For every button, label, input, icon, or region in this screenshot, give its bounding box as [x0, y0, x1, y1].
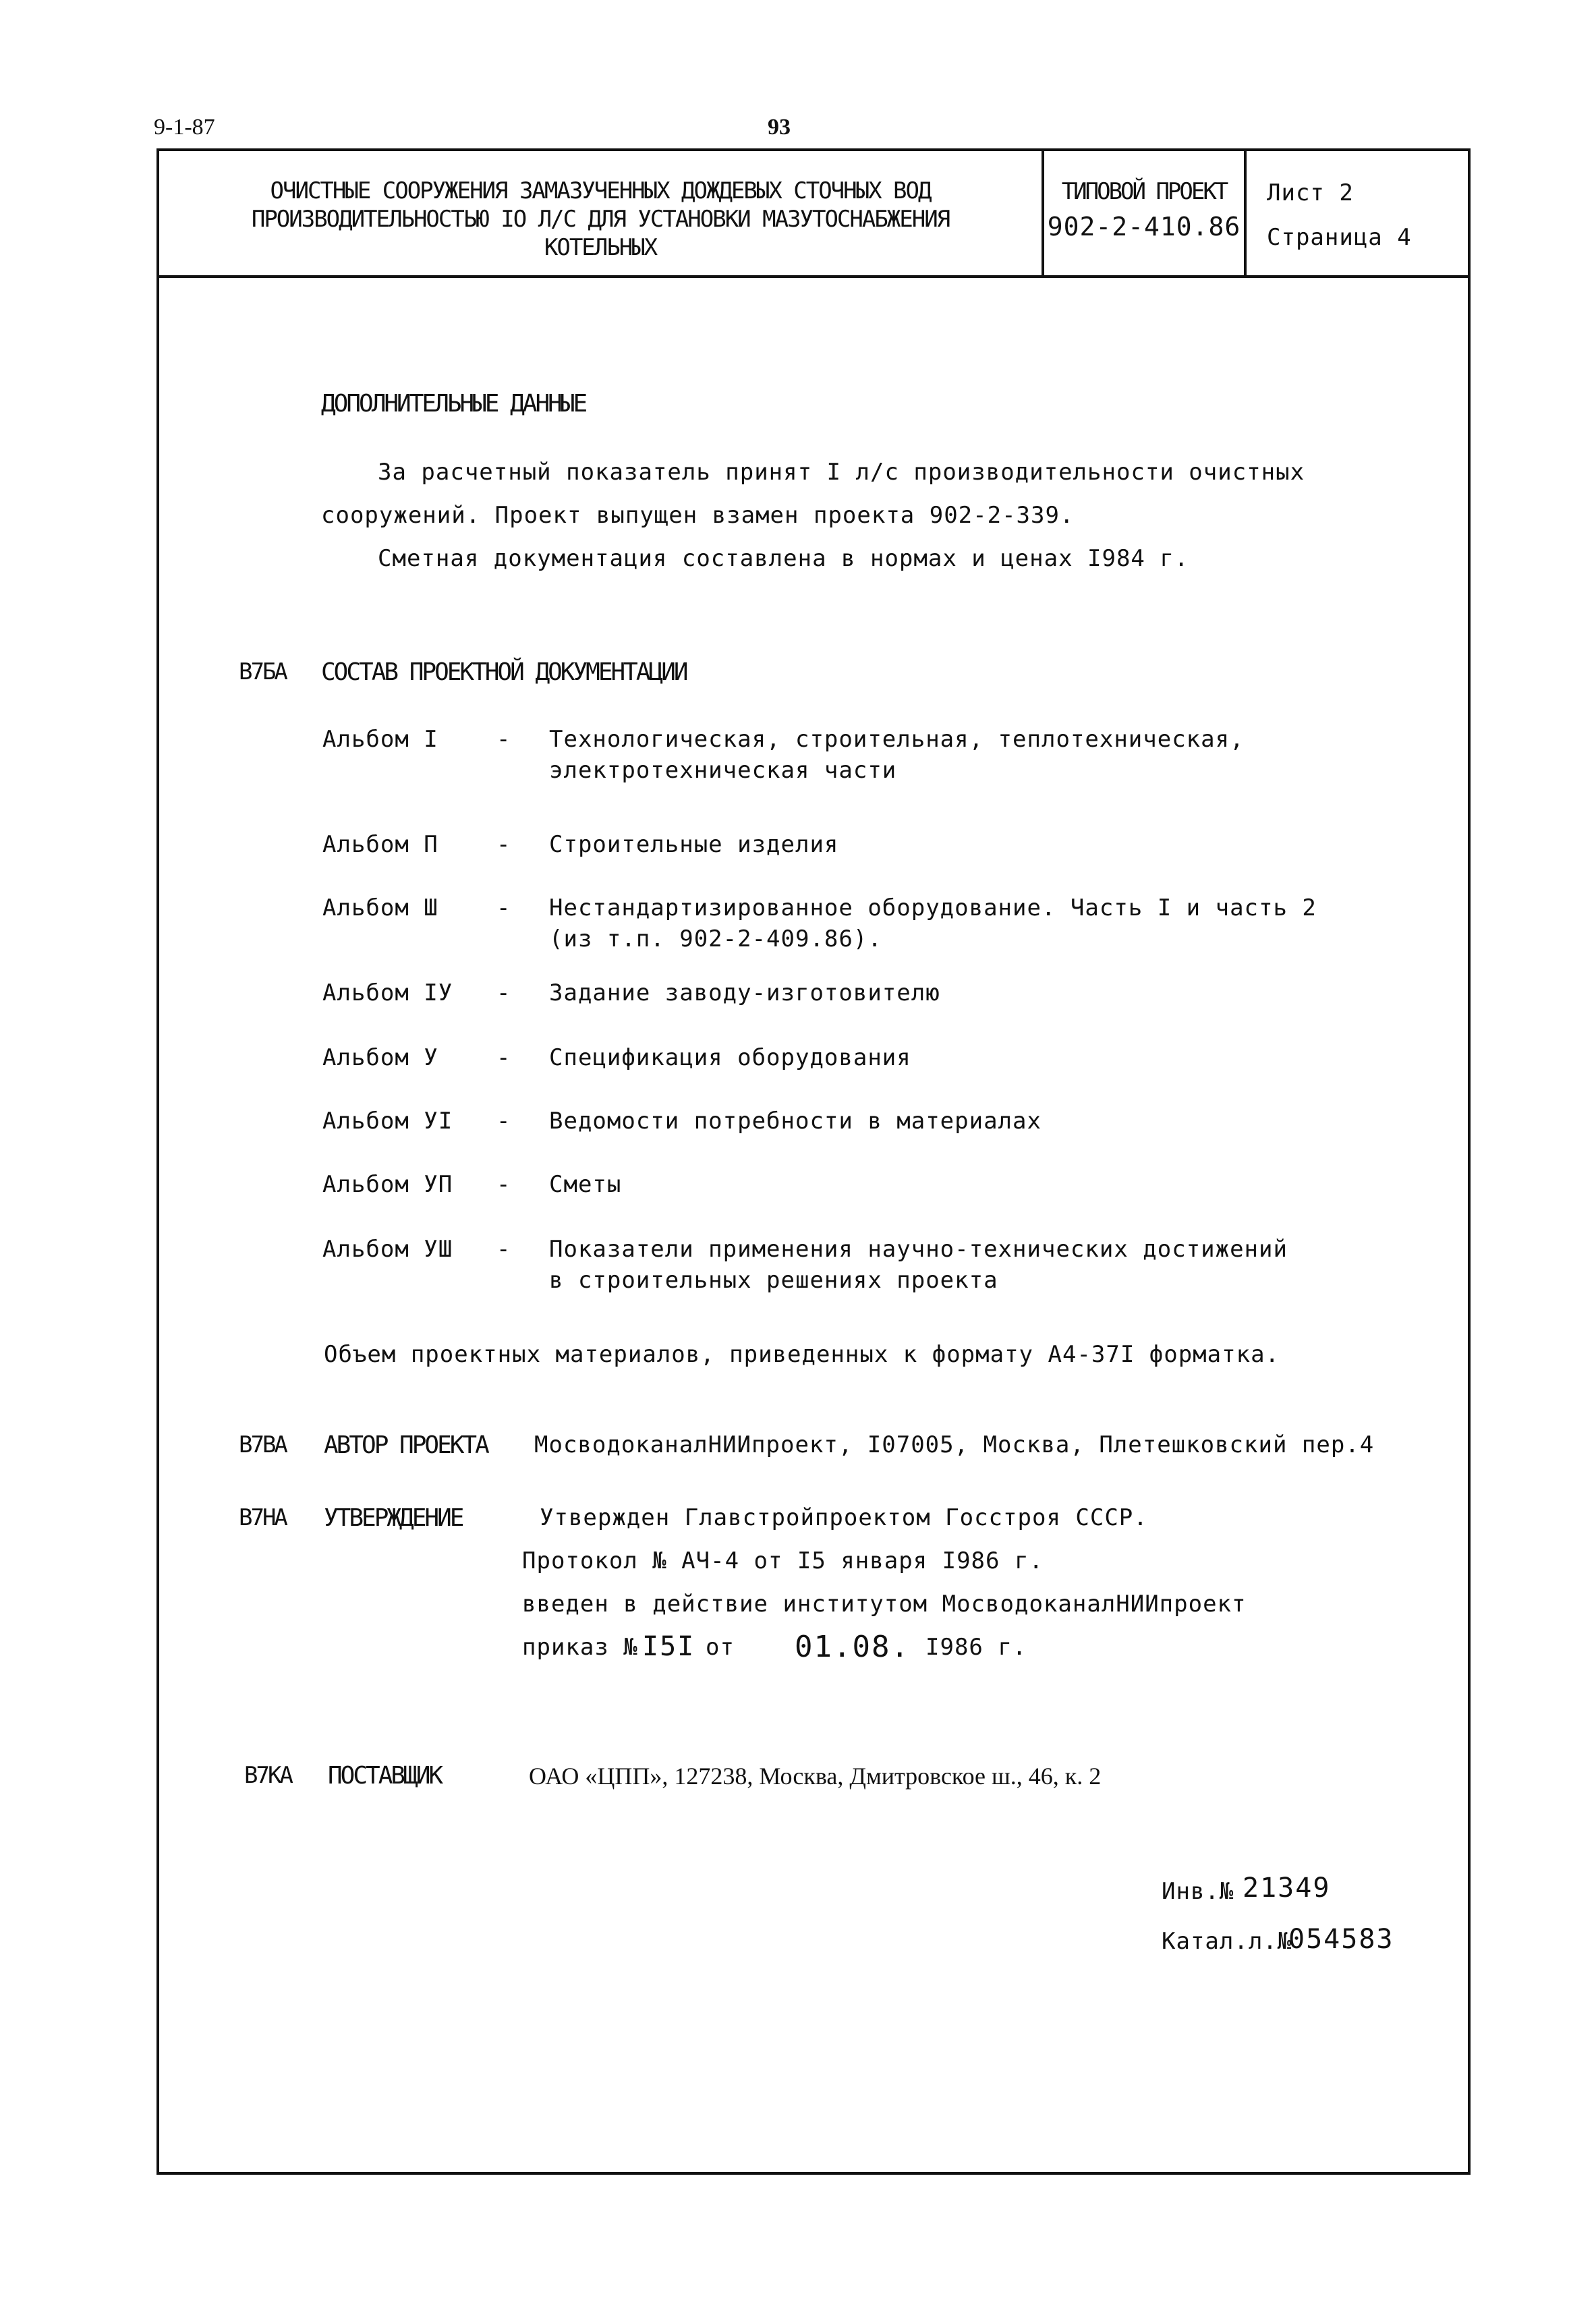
album-description-line: электротехническая части [549, 757, 897, 784]
approval-order-from: от [706, 1634, 735, 1661]
document-code: 9-1-87 [154, 115, 215, 140]
approval-order-year: I986 г. [925, 1634, 1027, 1661]
additional-para1-line1: За расчетный показатель принят I л/с производительности очистных [378, 459, 1305, 486]
album-dash: - [496, 1171, 511, 1198]
album-description-line: Задание заводу-изготовителю [549, 979, 940, 1006]
header-divider [156, 275, 1471, 278]
album-dash: - [496, 831, 511, 858]
header-title-line-3: КОТЕЛЬНЫХ [544, 234, 657, 261]
additional-heading: ДОПОЛНИТЕЛЬНЫЕ ДАННЫЕ [321, 390, 586, 418]
album-label: Альбом УI [322, 1108, 453, 1135]
composition-code: В7БА [239, 658, 286, 685]
supplier-text: ОАО «ЦПП», 127238, Москва, Дмитровское ш., 46, к. 2 [529, 1763, 1102, 1790]
additional-para2: Сметная документация составлена в нормах и ценах I984 г. [378, 545, 1189, 572]
page-frame [156, 148, 1471, 2175]
album-label: Альбом I [322, 726, 438, 753]
header-col-divider-2 [1244, 148, 1247, 277]
approval-order-label: приказ № [522, 1634, 638, 1661]
inventory-number: 21349 [1243, 1873, 1331, 1904]
page-label: Страница 4 [1267, 224, 1412, 251]
album-dash: - [496, 726, 511, 753]
album-description-line: (из т.п. 902-2-409.86). [549, 925, 882, 952]
page-number: 93 [768, 115, 791, 140]
header-title-line-2: ПРОИЗВОДИТЕЛЬНОСТЬЮ IO Л/С ДЛЯ УСТАНОВКИ МАЗУТОСНАБЖЕНИЯ [251, 206, 950, 233]
album-label: Альбом IУ [322, 979, 453, 1006]
album-label: Альбом УП [322, 1171, 453, 1198]
catalog-label: Катал.л.№ [1162, 1928, 1292, 1955]
author-text: МосводоканалНИИпроект, I07005, Москва, Плетешковский пер.4 [534, 1431, 1375, 1458]
header-title-line-1: ОЧИСТНЫЕ СООРУЖЕНИЯ ЗАМАЗУЧЕННЫХ ДОЖДЕВЫХ СТОЧНЫХ ВОД [270, 177, 931, 204]
author-heading: АВТОР ПРОЕКТА [324, 1431, 488, 1459]
approval-line-3: введен в действие институтом МосводоканалНИИпроект [522, 1591, 1247, 1618]
album-dash: - [496, 979, 511, 1006]
album-label: Альбом У [322, 1044, 438, 1071]
supplier-heading: ПОСТАВЩИК [328, 1762, 442, 1790]
album-dash: - [496, 1108, 511, 1135]
album-description-line: Спецификация оборудования [549, 1044, 911, 1071]
catalog-number: 054583 [1288, 1924, 1394, 1955]
album-description-line: Нестандартизированное оборудование. Часть I и часть 2 [549, 894, 1317, 921]
album-description-line: Ведомости потребности в материалах [549, 1108, 1042, 1135]
supplier-code: В7КА [244, 1762, 291, 1789]
album-description-line: Показатели применения научно-технических достижений [549, 1236, 1288, 1263]
album-description-line: в строительных решениях проекта [549, 1267, 998, 1294]
approval-order-date: 01.08. [795, 1630, 910, 1664]
sheet-label: Лист 2 [1267, 179, 1354, 206]
approval-line-2: Протокол № АЧ-4 от I5 января I986 г. [522, 1547, 1044, 1574]
inventory-label: Инв.№ [1162, 1878, 1234, 1905]
header-title [169, 177, 1032, 262]
album-dash: - [496, 1044, 511, 1071]
album-label: Альбом УШ [322, 1236, 453, 1263]
volume-note: Объем проектных материалов, приведенных к формату А4-37I форматка. [324, 1341, 1280, 1368]
approval-order-number: I5I [642, 1631, 695, 1662]
album-description-line: Строительные изделия [549, 831, 839, 858]
approval-line-1: Утвержден Главстройпроектом Госстроя СССР. [540, 1504, 1148, 1531]
project-number: 902-2-410.86 [1047, 212, 1241, 241]
album-description-line: Сметы [549, 1171, 622, 1198]
album-description-line: Технологическая, строительная, теплотехническая, [549, 726, 1245, 753]
approval-code: В7НА [239, 1504, 286, 1531]
project-label: ТИПОВОЙ ПРОЕКТ [1061, 178, 1227, 205]
composition-heading: СОСТАВ ПРОЕКТНОЙ ДОКУМЕНТАЦИИ [321, 658, 687, 686]
author-code: В7ВА [239, 1431, 286, 1458]
album-label: Альбом П [322, 831, 438, 858]
additional-para1-line2: сооружений. Проект выпущен взамен проекта 902-2-339. [321, 502, 1075, 529]
album-dash: - [496, 894, 511, 921]
album-dash: - [496, 1236, 511, 1263]
approval-heading: УТВЕРЖДЕНИЕ [324, 1504, 463, 1532]
album-label: Альбом Ш [322, 894, 438, 921]
